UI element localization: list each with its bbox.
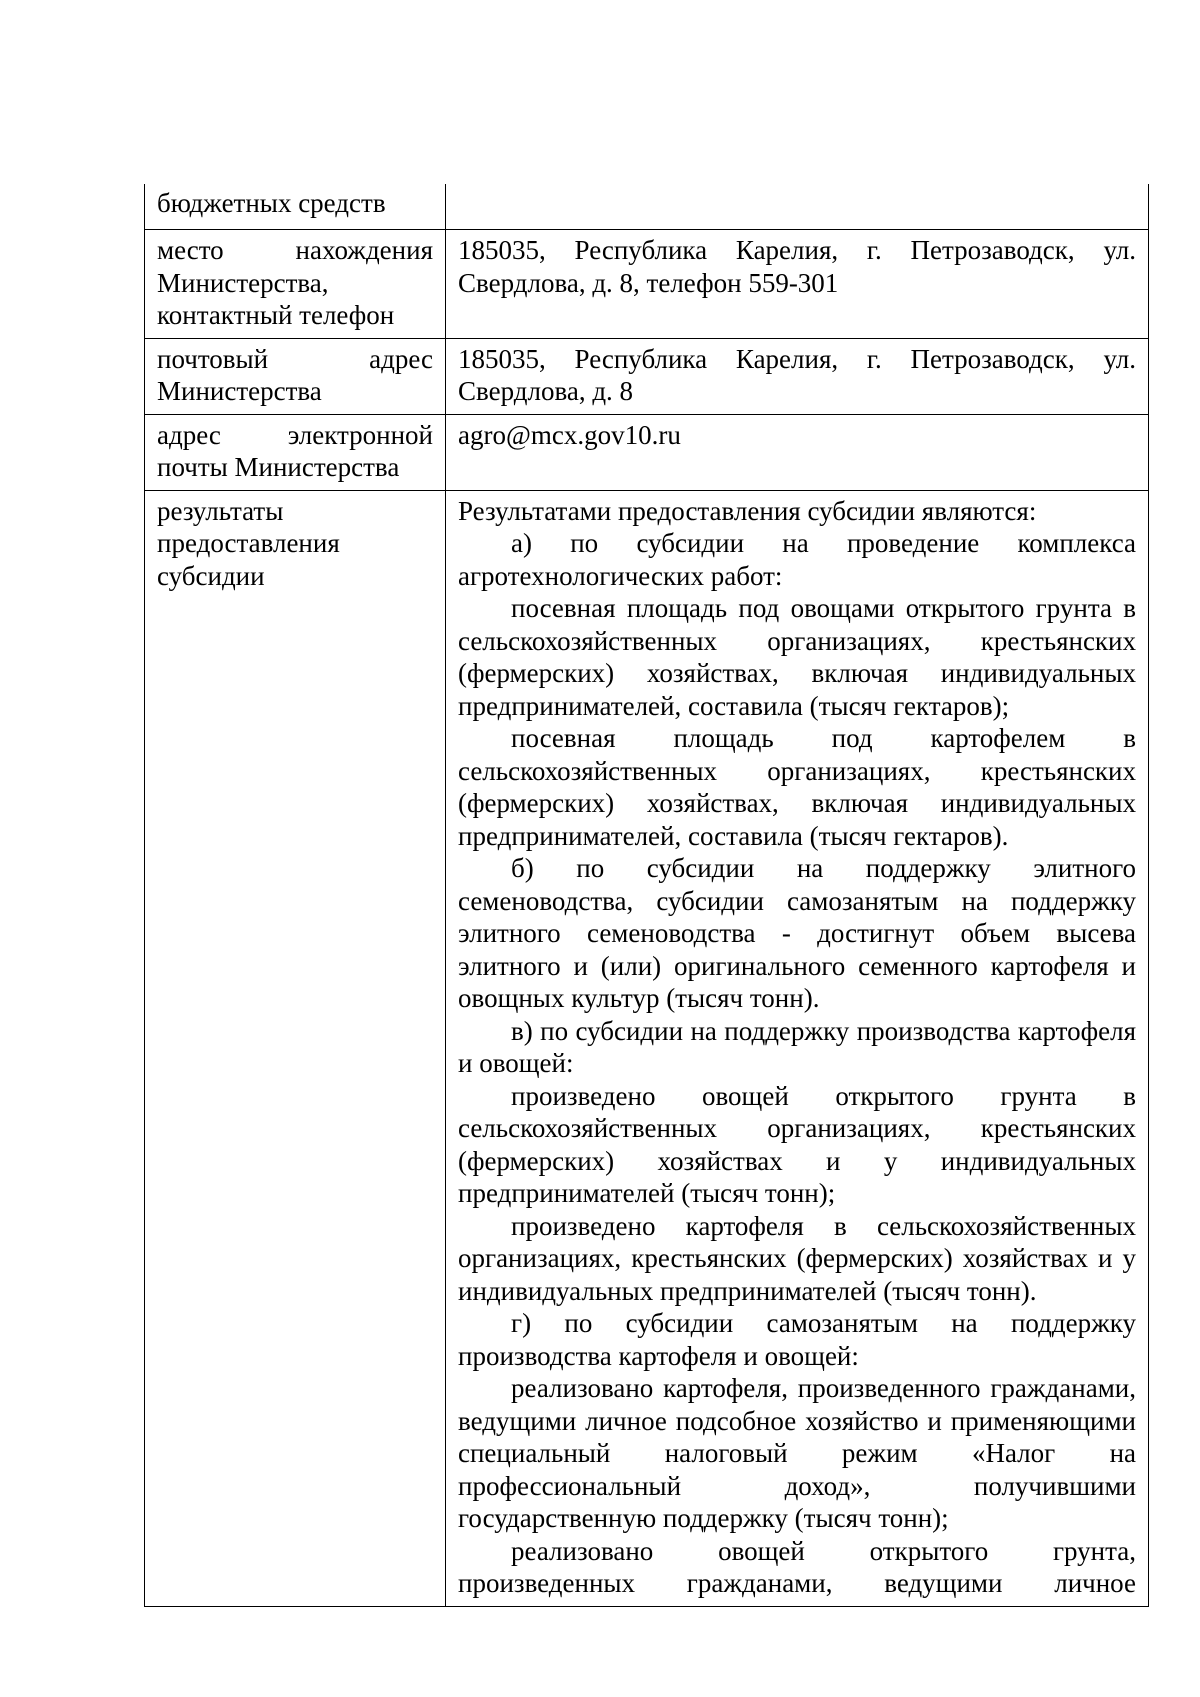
- table-row: [145, 414, 1149, 490]
- info-table: [144, 184, 1149, 1607]
- row-value-budget: [446, 184, 1149, 230]
- results-label-text: результаты предоставления субсидии: [157, 495, 340, 591]
- row-value-email[interactable]: agro@mcx.gov10.ru: [446, 414, 1149, 490]
- results-intro: Результатами предоставления субсидии являются:: [458, 495, 1037, 526]
- results-item-v-2: произведено картофеля в сельскохозяйственных организациях, крестьянских (фермерских) хозяйствах и у индивидуальных предпринимателей (тысяч тонн).: [458, 1210, 1136, 1306]
- row-label-results: [145, 490, 446, 1606]
- row-value-location: 185035, Республика Карелия, г. Петрозаводск, ул. Свердлова, д. 8, телефон 559-301: [446, 230, 1149, 339]
- row-label-location: место нахождения Министерства, контактный телефон: [145, 230, 446, 339]
- row-label-email: адрес электронной почты Министерства: [145, 414, 446, 490]
- results-item-a-2: посевная площадь под картофелем в сельскохозяйственных организациях, крестьянских (фермерских) хозяйствах, включая индивидуальных предпринимателей, составила (тысяч гектаров).: [458, 723, 1136, 851]
- results-item-g-1: реализовано картофеля, произведенного гражданами, ведущими личное подсобное хозяйство и применяющими специальный налоговый режим «Налог на профессиональный доход», получившими государственную поддержку (тысяч тонн);: [458, 1373, 1136, 1533]
- table-row: [145, 230, 1149, 339]
- results-item-v: в) по субсидии на поддержку производства картофеля и овощей:: [458, 1015, 1136, 1078]
- row-value-postal: 185035, Республика Карелия, г. Петрозаводск, ул. Свердлова, д. 8: [446, 338, 1149, 414]
- table-row: [145, 490, 1149, 1606]
- table-row: [145, 184, 1149, 230]
- results-item-g: г) по субсидии самозанятым на поддержку производства картофеля и овощей:: [458, 1308, 1136, 1371]
- row-value-results: [446, 490, 1149, 1606]
- results-item-a: а) по субсидии на проведение комплекса агротехнологических работ:: [458, 528, 1136, 591]
- results-item-a-1: посевная площадь под овощами открытого грунта в сельскохозяйственных организациях, крестьянских (фермерских) хозяйствах, включая индивидуальных предпринимателей, составила (тысяч гектаров);: [458, 593, 1136, 721]
- results-item-b: б) по субсидии на поддержку элитного семеноводства, субсидии самозанятым на поддержку элитного семеноводства - достигнут объем высева элитного и (или) оригинального семенного картофеля и овощных культур (тысяч тонн).: [458, 853, 1136, 1013]
- row-label-budget: бюджетных средств: [145, 184, 446, 230]
- results-item-g-2: реализовано овощей открытого грунта, произведенных гражданами, ведущими личное: [458, 1535, 1136, 1598]
- results-item-v-1: произведено овощей открытого грунта в сельскохозяйственных организациях, крестьянских (фермерских) хозяйствах и у индивидуальных предпринимателей (тысяч тонн);: [458, 1080, 1136, 1208]
- table-row: [145, 338, 1149, 414]
- row-label-postal: почтовый адрес Министерства: [145, 338, 446, 414]
